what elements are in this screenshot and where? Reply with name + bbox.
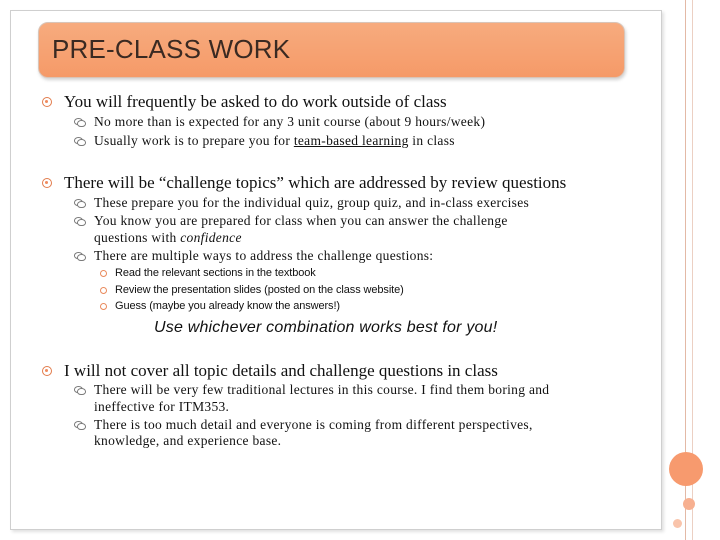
list-item: No more than is expected for any 3 unit course (about 9 hours/week) [94,114,486,129]
decorative-circle-small [673,519,682,528]
decorative-circle-large [669,452,703,486]
list-item: Usually work is to prepare you for team-based learning in class [94,133,455,148]
bullet-icon [74,386,86,395]
list-item: These prepare you for the individual quiz, group quiz, and in-class exercises [94,195,530,210]
team-based-learning-link[interactable]: team-based learning [293,133,409,148]
sub-list-item: Guess (maybe you already know the answers!) [115,300,340,312]
bullet-icon [74,137,86,146]
section-heading: There will be “challenge topics” which are addressed by review questions [64,173,567,192]
list-item-continuation: knowledge, and experience base. [94,433,282,448]
sub-list-item: Review the presentation slides (posted on the class website) [115,284,404,296]
bullet-icon [100,270,107,277]
bullet-icon [42,366,52,376]
bullet-icon [42,97,52,107]
slide-frame [10,10,662,530]
list-item-continuation: questions with confidence [94,230,242,245]
bullet-icon [74,217,86,226]
bullet-icon [100,303,107,310]
section-heading: You will frequently be asked to do work outside of class [64,92,447,111]
bullet-icon [74,118,86,127]
bullet-icon [42,178,52,188]
bullet-icon [74,252,86,261]
sub-list-item: Read the relevant sections in the textbook [115,267,316,279]
list-item: There will be very few traditional lectures in this course. I find them boring and [94,382,550,397]
callout-text: Use whichever combination works best for you! [154,319,498,336]
bullet-icon [74,421,86,430]
list-item: There is too much detail and everyone is coming from different perspectives, [94,417,533,432]
decorative-circle-medium [683,498,695,510]
list-item-continuation: ineffective for ITM353. [94,399,230,414]
bullet-icon [100,287,107,294]
section-heading: I will not cover all topic details and challenge questions in class [64,361,498,380]
list-item: There are multiple ways to address the challenge questions: [94,248,434,263]
list-item: You know you are prepared for class when you can answer the challenge [94,213,508,228]
bullet-icon [74,199,86,208]
slide-title: PRE-CLASS WORK [52,34,291,64]
